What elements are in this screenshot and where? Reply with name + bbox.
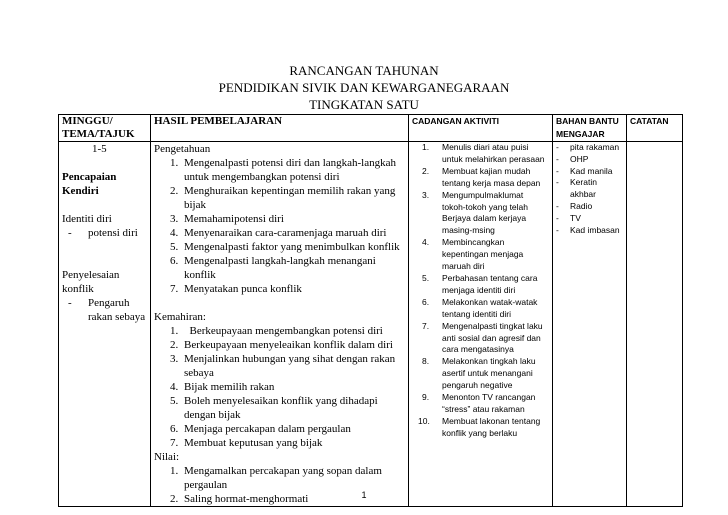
header-aids-line-2: MENGAJAR <box>556 129 605 139</box>
list-item: - Pengaruh rakan sebaya <box>68 297 146 323</box>
header-week-label: MINGGU/ <box>62 115 113 127</box>
list-item: 2. Menghuraikan kepentingan memilih rakan yang bijak <box>170 185 396 211</box>
list-item: 10. Membuat lakonan tentang konflik yang berlaku <box>418 415 541 438</box>
list-item: 7. Menyatakan punca konflik <box>170 283 302 295</box>
title-line-3: TINGKATAN SATU <box>309 97 419 112</box>
list-item: 4. Menyenaraikan cara-caramenjaga maruah diri <box>170 227 387 239</box>
list-item: 2. Berkeupayaan menyeleaikan konflik dalam diri <box>170 339 393 351</box>
knowledge-list <box>154 156 405 296</box>
skills-list <box>154 324 405 450</box>
header-row <box>59 115 683 142</box>
list-item: 4. Bijak memilih rakan <box>170 381 275 393</box>
topic-conflict-list <box>62 296 147 324</box>
list-item: - pita rakaman <box>556 142 620 152</box>
knowledge-label: Pengetahuan <box>154 143 211 155</box>
list-item: 3. Memahamipotensi diri <box>170 213 284 225</box>
topic-identity-list <box>62 226 147 240</box>
week-range: 1-5 <box>92 143 107 155</box>
list-item: 6. Menjaga percakapan dalam pergaulan <box>170 423 351 435</box>
list-item: 5. Mengenalpasti faktor yang menimbulkan konflik <box>170 241 400 253</box>
list-item: 5. Boleh menyelesaikan konflik yang dihadapi dengan bijak <box>170 395 378 421</box>
title-line-2: PENDIDIKAN SIVIK DAN KEWARGANEGARAAN <box>218 80 510 95</box>
list-item: 8. Melakonkan tingkah laku asertif untuk menangani pengaruh negative <box>422 356 536 391</box>
teaching-aids-list <box>556 142 623 236</box>
activities-cell <box>409 142 553 507</box>
topic-identity: Identiti diri <box>62 213 112 225</box>
activities-list <box>412 142 549 440</box>
list-item: 7. Membuat keputusan yang bijak <box>170 437 323 449</box>
list-item: - potensi diri <box>68 227 138 239</box>
list-item: 6. Melakonkan watak-watak tentang identiti diri <box>422 296 538 319</box>
skills-label: Kemahiran: <box>154 311 206 323</box>
list-item: 9. Menonton TV rancangan “stress” atau rakaman <box>422 392 536 414</box>
document-title <box>0 62 728 113</box>
week-theme-cell <box>59 142 151 507</box>
title-line-1: RANCANGAN TAHUNAN <box>289 63 439 78</box>
header-notes: CATATAN <box>627 115 683 142</box>
header-learning-outcomes: HASIL PEMBELAJARAN <box>151 115 409 142</box>
header-activities: CADANGAN AKTIVITI <box>409 115 553 142</box>
header-week-theme <box>59 115 151 142</box>
theme-title: Pencapaian Kendiri <box>62 171 117 197</box>
list-item: 7. Mengenalpasti tingkat laku anti sosial dan agresif dan cara mengatasinya <box>422 320 543 355</box>
list-item: 4. Membincangkan kepentingan menjaga maruah diri <box>422 237 524 272</box>
teaching-aids-cell <box>553 142 627 507</box>
header-theme-label: TEMA/TAJUK <box>62 128 135 140</box>
list-item: - Kad imbasan <box>556 224 620 235</box>
list-item: 3. Mengumpulmaklumat tokoh-tokoh yang telah Berjaya dalam kerjaya masing-msing <box>422 189 529 236</box>
list-item: - OHP <box>556 153 589 164</box>
list-item: - Kad manila <box>556 165 613 176</box>
list-item: 1. Mengenalpasti potensi diri dan langkah-langkah untuk mengembangkan potensi diri <box>170 157 396 183</box>
list-item: - Radio <box>556 200 593 211</box>
learning-outcomes-cell <box>151 142 409 507</box>
content-row <box>59 142 683 507</box>
list-item: 3. Menjalinkan hubungan yang sihat dengan rakan sebaya <box>170 353 396 379</box>
list-item: 2. Saling hormat-menghormati <box>170 493 309 505</box>
notes-cell <box>627 142 683 507</box>
page-number: 1 <box>361 490 367 500</box>
list-item: 1. Mengamalkan percakapan yang sopan dalam pergaulan <box>170 465 382 491</box>
header-teaching-aids <box>553 115 627 142</box>
list-item: 1. Berkeupayaan mengembangkan potensi diri <box>170 325 383 337</box>
list-item: 6. Mengenalpasti langkah-langkah menangani konflik <box>170 255 376 281</box>
plan-table <box>58 114 683 507</box>
list-item: - TV <box>556 212 581 223</box>
topic-conflict: Penyelesaian konflik <box>62 269 120 295</box>
values-label: Nilai: <box>154 451 180 463</box>
list-item: 1. Menulis diari atau puisi untuk melahirkan perasaan <box>422 142 545 164</box>
header-aids-line-1: BAHAN BANTU <box>556 116 619 126</box>
list-item: - Keratin akhbar <box>556 177 597 200</box>
list-item: 2. Membuat kajian mudah tentang kerja masa depan <box>422 165 541 188</box>
list-item: 5. Perbahasan tentang cara menjaga identiti diri <box>422 272 538 295</box>
